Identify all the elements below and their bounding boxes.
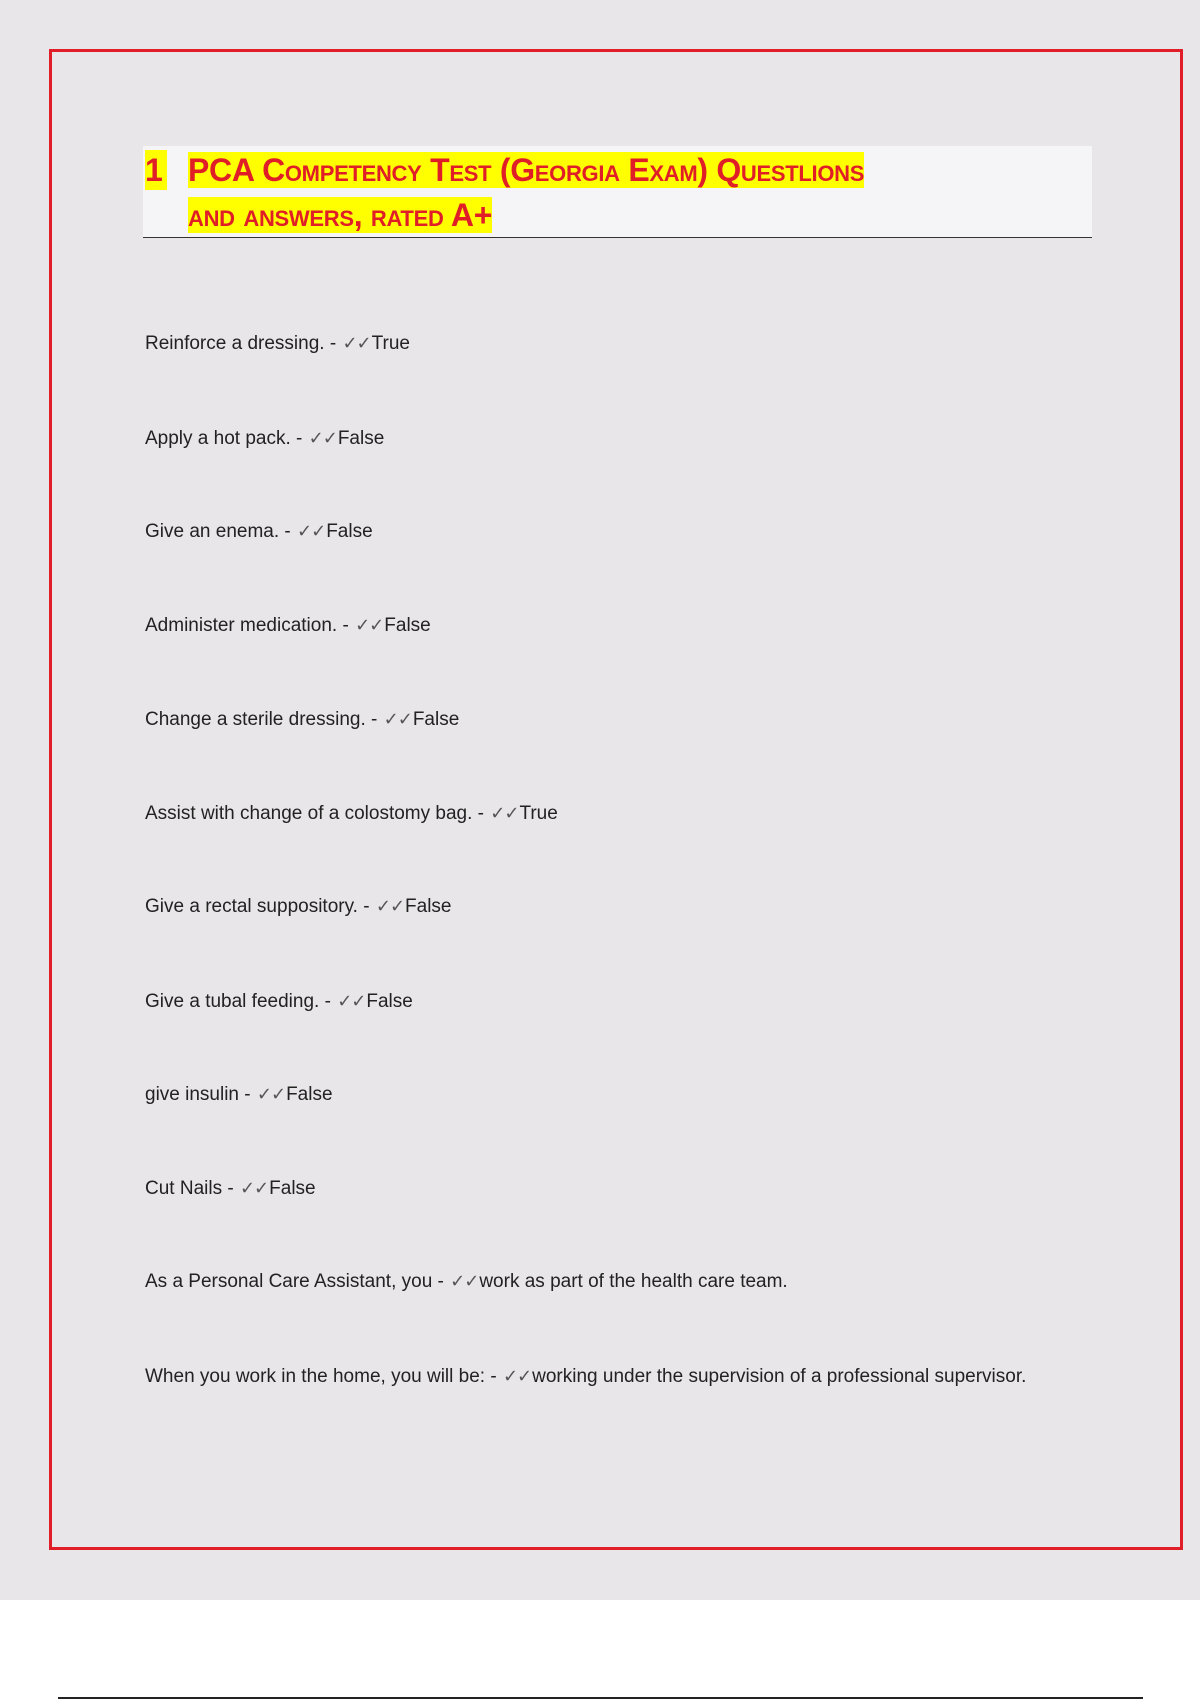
- question-text: When you work in the home, you will be:: [145, 1366, 486, 1387]
- question-text: Apply a hot pack.: [145, 428, 291, 449]
- double-check-icon: ✓✓: [502, 1366, 532, 1387]
- separator: -: [490, 1366, 497, 1387]
- qa-item: [145, 706, 1045, 734]
- double-check-icon: ✓✓: [342, 333, 371, 354]
- separator: -: [329, 333, 337, 354]
- separator: -: [363, 896, 370, 917]
- qa-item: [145, 1175, 1045, 1203]
- qa-item: [145, 1081, 1045, 1109]
- qa-item: [145, 893, 1045, 921]
- separator: -: [227, 1178, 234, 1199]
- question-text: Give a tubal feeding.: [145, 991, 320, 1012]
- answer-text: False: [412, 709, 460, 730]
- separator: -: [437, 1271, 444, 1292]
- answer-text: False: [405, 896, 452, 917]
- answer-text: False: [269, 1178, 316, 1199]
- question-text: Administer medication.: [145, 615, 338, 636]
- answer-text: True: [371, 333, 410, 354]
- qa-item: [145, 518, 1045, 546]
- question-text: Give an enema.: [145, 521, 280, 542]
- double-check-icon: ✓✓: [383, 709, 412, 730]
- qa-item: [145, 330, 1045, 358]
- heading-title: [188, 148, 1088, 238]
- question-text: Reinforce a dressing.: [145, 333, 325, 354]
- heading-title-line2: and answers, rated A+: [188, 197, 493, 233]
- qa-item: [145, 1268, 1045, 1296]
- answer-text: False: [326, 521, 373, 542]
- question-text: Assist with change of a colostomy bag.: [145, 803, 473, 824]
- answer-text: True: [519, 803, 558, 824]
- double-check-icon: ✓✓: [308, 428, 337, 449]
- next-page-rule: [58, 1697, 1143, 1699]
- answer-text: work as part of the health care team.: [479, 1271, 788, 1292]
- separator: -: [342, 615, 349, 636]
- separator: -: [324, 991, 331, 1012]
- separator: -: [284, 521, 291, 542]
- double-check-icon: ✓✓: [256, 1084, 286, 1105]
- heading-number: 1: [145, 150, 167, 190]
- double-check-icon: ✓✓: [239, 1178, 269, 1199]
- answer-text: False: [337, 428, 385, 449]
- question-text: As a Personal Care Assistant, you: [145, 1271, 433, 1292]
- heading-title-line1: PCA Competency Test (Georgia Exam) Questlions: [188, 152, 865, 188]
- qa-item: [145, 425, 1045, 453]
- qa-item: [145, 1363, 1045, 1391]
- answer-text: False: [366, 991, 413, 1012]
- double-check-icon: ✓✓: [337, 991, 366, 1012]
- qa-item: [145, 612, 1045, 640]
- question-text: give insulin: [145, 1084, 239, 1105]
- document-heading: [143, 146, 1092, 238]
- double-check-icon: ✓✓: [375, 896, 405, 917]
- answer-text: working under the supervision of a professional supervisor.: [532, 1366, 1027, 1387]
- question-text: Give a rectal suppository.: [145, 896, 358, 917]
- qa-item: [145, 988, 1045, 1016]
- question-text: Change a sterile dressing.: [145, 709, 366, 730]
- qa-item: [145, 800, 1045, 828]
- separator: -: [477, 803, 484, 824]
- question-text: Cut Nails: [145, 1178, 223, 1199]
- double-check-icon: ✓✓: [490, 803, 519, 824]
- answer-text: False: [384, 615, 431, 636]
- separator: -: [244, 1084, 251, 1105]
- double-check-icon: ✓✓: [450, 1271, 479, 1292]
- answer-text: False: [286, 1084, 333, 1105]
- separator: -: [371, 709, 378, 730]
- double-check-icon: ✓✓: [355, 615, 384, 636]
- separator: -: [296, 428, 303, 449]
- double-check-icon: ✓✓: [297, 521, 326, 542]
